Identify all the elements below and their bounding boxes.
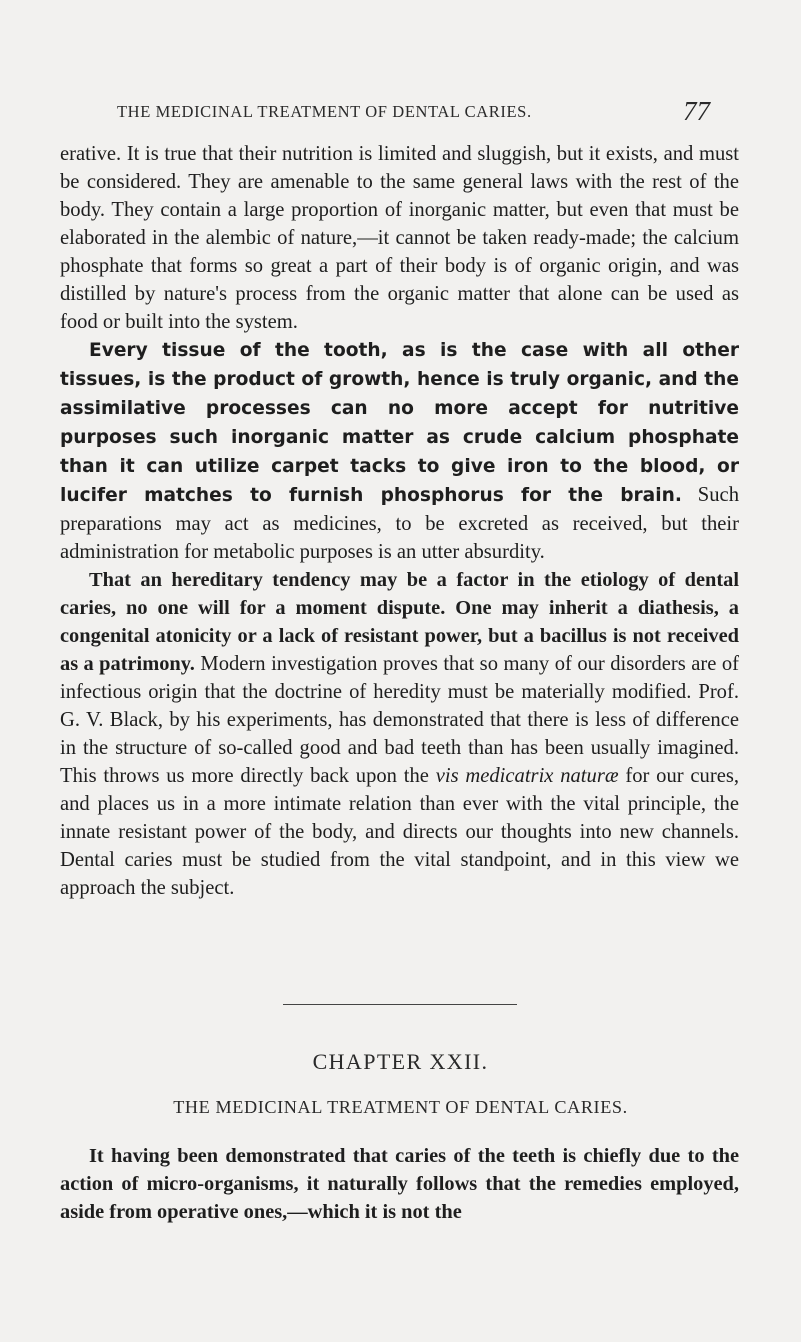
chapter-title: THE MEDICINAL TREATMENT OF DENTAL CARIES.: [173, 1097, 628, 1117]
chapter-body: [60, 1142, 739, 1226]
latin-phrase: vis medicatrix naturæ: [435, 765, 619, 787]
page-number: 77: [683, 96, 710, 126]
running-head: THE MEDICINAL TREATMENT OF DENTAL CARIES.: [117, 102, 532, 121]
body-text: [60, 140, 739, 902]
paragraph-3-bold: That an hereditary tendency may be a factor in the etiology of dental caries, no one will for a moment dispute. One may inherit a diathesis, a congenital atonicity or a lack of resistant power, but a bacillus is not received as a patrimony.: [60, 569, 739, 675]
paragraph-1: erative. It is true that their nutrition is limited and sluggish, but it exists, and must be considered. They are amenable to the same general laws with the rest of the body. They contain a large proportion of inorganic matter, but even that must be elaborated in the alembic of nature,—it cannot be taken ready-made; the calcium phosphate that forms so great a part of their body is of organic origin, and was distilled by nature's process from the organic matter that alone can be used as food or built into the system.: [60, 143, 739, 333]
paragraph-3-end: for our cures, and places us in a more intimate relation than ever with the vital principle, the innate resistant power of the body, and directs our thoughts into new channels. Dental caries must be studied from the vital standpoint, and in this view we approach the subject.: [60, 765, 739, 899]
paragraph-2: [60, 336, 739, 566]
chapter-number: CHAPTER XXII.: [312, 1049, 489, 1074]
paragraph-3-rest: Modern investigation proves that so many of our disorders are of infectious origin that the doctrine of heredity must be materially modified. Prof. G. V. Black, by his experiments, has demonstrated that there is less of difference in the structure of so-called good and bad teeth than has been usually imagined. This throws us more directly back upon the: [60, 653, 739, 787]
paragraph-3: [60, 566, 739, 902]
chapter-opening-paragraph: It having been demonstrated that caries of the teeth is chiefly due to the action of micro-organisms, it naturally follows that the remedies employed, aside from operative ones,—which it is not the: [60, 1145, 739, 1223]
section-divider: [283, 1004, 517, 1005]
paragraph-2-bold: Every tissue of the tooth, as is the case with all other tissues, is the product of growth, hence is truly organic, and the assimilative processes can no more accept for nutritive purposes such inorganic matter as crude calcium phosphate than it can utilize carpet tacks to give iron to the blood, or lucifer matches to furnish phosphorus for the brain.: [60, 340, 739, 506]
paragraph-2-rest: Such preparations may act as medicines, to be excreted as received, but their administration for metabolic purposes is an utter absurdity.: [60, 484, 739, 563]
